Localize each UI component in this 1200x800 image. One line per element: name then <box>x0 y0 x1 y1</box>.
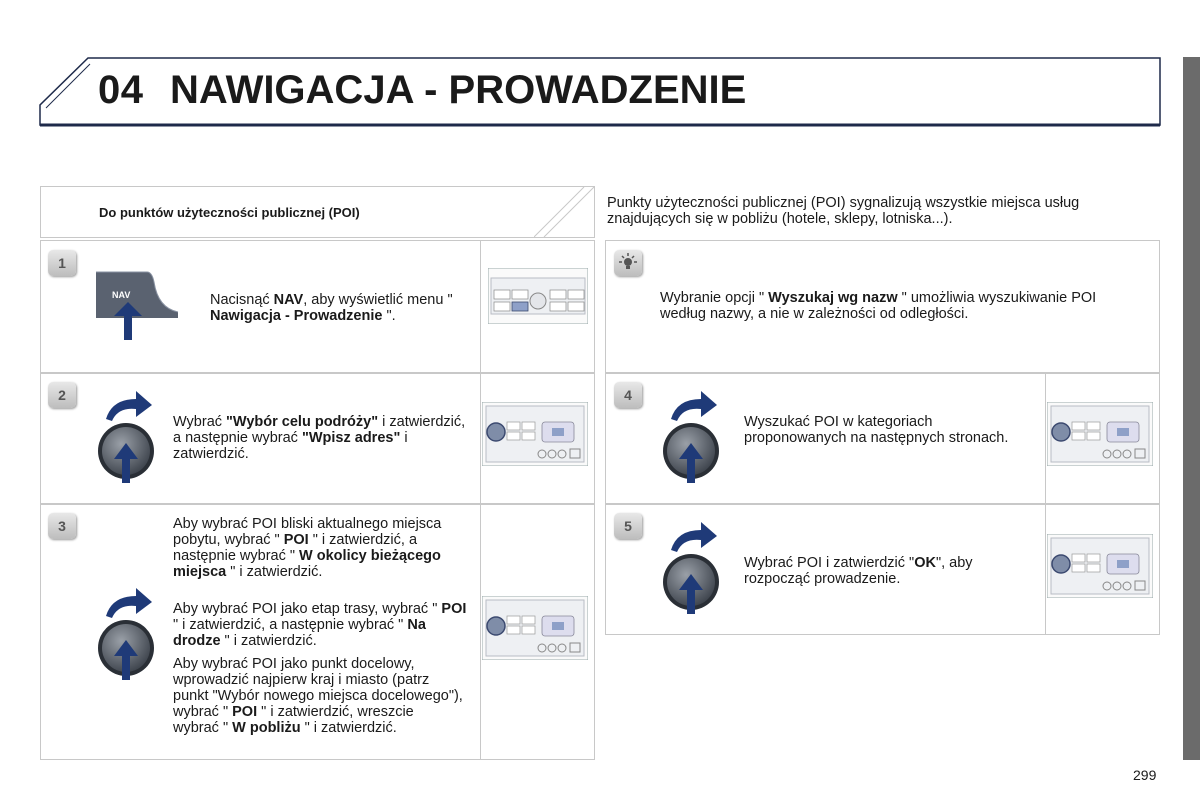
bold-term: OK <box>914 555 936 571</box>
control-panel-illustration <box>1047 402 1153 466</box>
text-run: " i zatwierdzić. <box>226 564 323 580</box>
text-run: Wybrać POI i zatwierdzić " <box>744 555 915 571</box>
side-tab-bar <box>1183 57 1200 760</box>
text-run: Wybrać <box>173 414 227 430</box>
step-3-text-3 <box>173 656 463 736</box>
step-3-badge: 3 <box>48 513 76 539</box>
step-4-badge: 4 <box>614 382 642 408</box>
rotary-knob-press-icon <box>657 518 729 618</box>
step-1-badge: 1 <box>48 250 76 276</box>
step-4-text <box>744 414 1014 446</box>
text-run: Nacisnąć <box>210 292 274 308</box>
lightbulb-icon <box>614 250 642 276</box>
step-2-text <box>173 414 473 462</box>
text-run: ". <box>382 308 396 324</box>
bold-term: Nawigacja - Prowadzenie <box>210 308 383 324</box>
text-run: ", aby rozpocząć prowadzenie. <box>744 555 973 587</box>
text-run: Aby wybrać POI jako punkt docelowy, wprowadzić najpierw kraj i miasto (patrz punkt "Wybór nowego miejsca docelowego"), wybrać " <box>173 656 463 720</box>
page-number: 299 <box>1133 767 1157 783</box>
chapter-number: 04 <box>98 68 144 112</box>
tip-text <box>660 290 1130 322</box>
text-run: Wyszukać POI w kategoriach proponowanych na następnych stronach. <box>744 414 1009 446</box>
text-run: " i zatwierdzić, a następnie wybrać " <box>173 532 418 564</box>
bold-term: POI <box>283 532 309 548</box>
nav-key-illustration <box>92 268 182 343</box>
control-panel-illustration <box>482 402 588 466</box>
text-run: " umożliwia wyszukiwanie POI według nazwy, a nie w zależności od odległości. <box>660 290 1097 322</box>
bold-term: W pobliżu <box>232 720 301 736</box>
section-heading-box <box>40 186 595 238</box>
step-1-text <box>210 292 475 324</box>
bold-term: Na drodze <box>173 617 426 649</box>
control-panel-illustration <box>482 596 588 660</box>
text-run: " i zatwierdzić, a następnie wybrać " <box>173 617 408 633</box>
text-run: Wybranie opcji " <box>660 290 769 306</box>
bold-term: "Wybór celu podróży" <box>226 414 379 430</box>
text-run: Aby wybrać POI jako etap trasy, wybrać " <box>173 601 442 617</box>
radio-front-panel-illustration <box>488 268 588 324</box>
control-panel-illustration <box>1047 534 1153 598</box>
heading-decoration <box>534 187 594 239</box>
rotary-knob-press-icon <box>92 387 164 487</box>
bold-term: POI <box>232 704 258 720</box>
intro-text: Punkty użyteczności publicznej (POI) sygnalizują wszystkie miejsca usług znajdujących się w pobliżu (hotele, sklepy, lotniska...). <box>607 195 1080 227</box>
rotary-knob-press-icon <box>657 387 729 487</box>
bold-term: "Wpisz adres" <box>301 430 401 446</box>
bold-term: Wyszukaj wg nazw <box>768 290 898 306</box>
text-run: " i zatwierdzić, wreszcie wybrać " <box>173 704 414 736</box>
bold-term: NAV <box>273 292 304 308</box>
text-run: " i zatwierdzić. <box>220 633 317 649</box>
step-2-badge: 2 <box>48 382 76 408</box>
tip-badge <box>614 250 642 276</box>
bold-term: POI <box>441 601 467 617</box>
rotary-knob-press-icon <box>92 584 164 684</box>
text-run: i zatwierdzić, a następnie wybrać <box>173 414 466 446</box>
text-run: i zatwierdzić. <box>173 430 408 462</box>
bold-term: W okolicy bieżącego miejsca <box>173 548 441 580</box>
text-run: Aby wybrać POI bliski aktualnego miejsca pobytu, wybrać " <box>173 516 442 548</box>
step-5-badge: 5 <box>614 513 642 539</box>
section-heading: Do punktów użyteczności publicznej (POI) <box>99 205 360 220</box>
text-run: , aby wyświetlić menu " <box>303 292 453 308</box>
page-title: NAWIGACJA - PROWADZENIE <box>170 68 747 112</box>
text-run: " i zatwierdzić. <box>300 720 397 736</box>
nav-key-label: NAV <box>112 290 131 300</box>
step-5-text <box>744 555 1034 587</box>
step-3-text-2 <box>173 601 473 649</box>
step-3-text-1 <box>173 516 473 580</box>
